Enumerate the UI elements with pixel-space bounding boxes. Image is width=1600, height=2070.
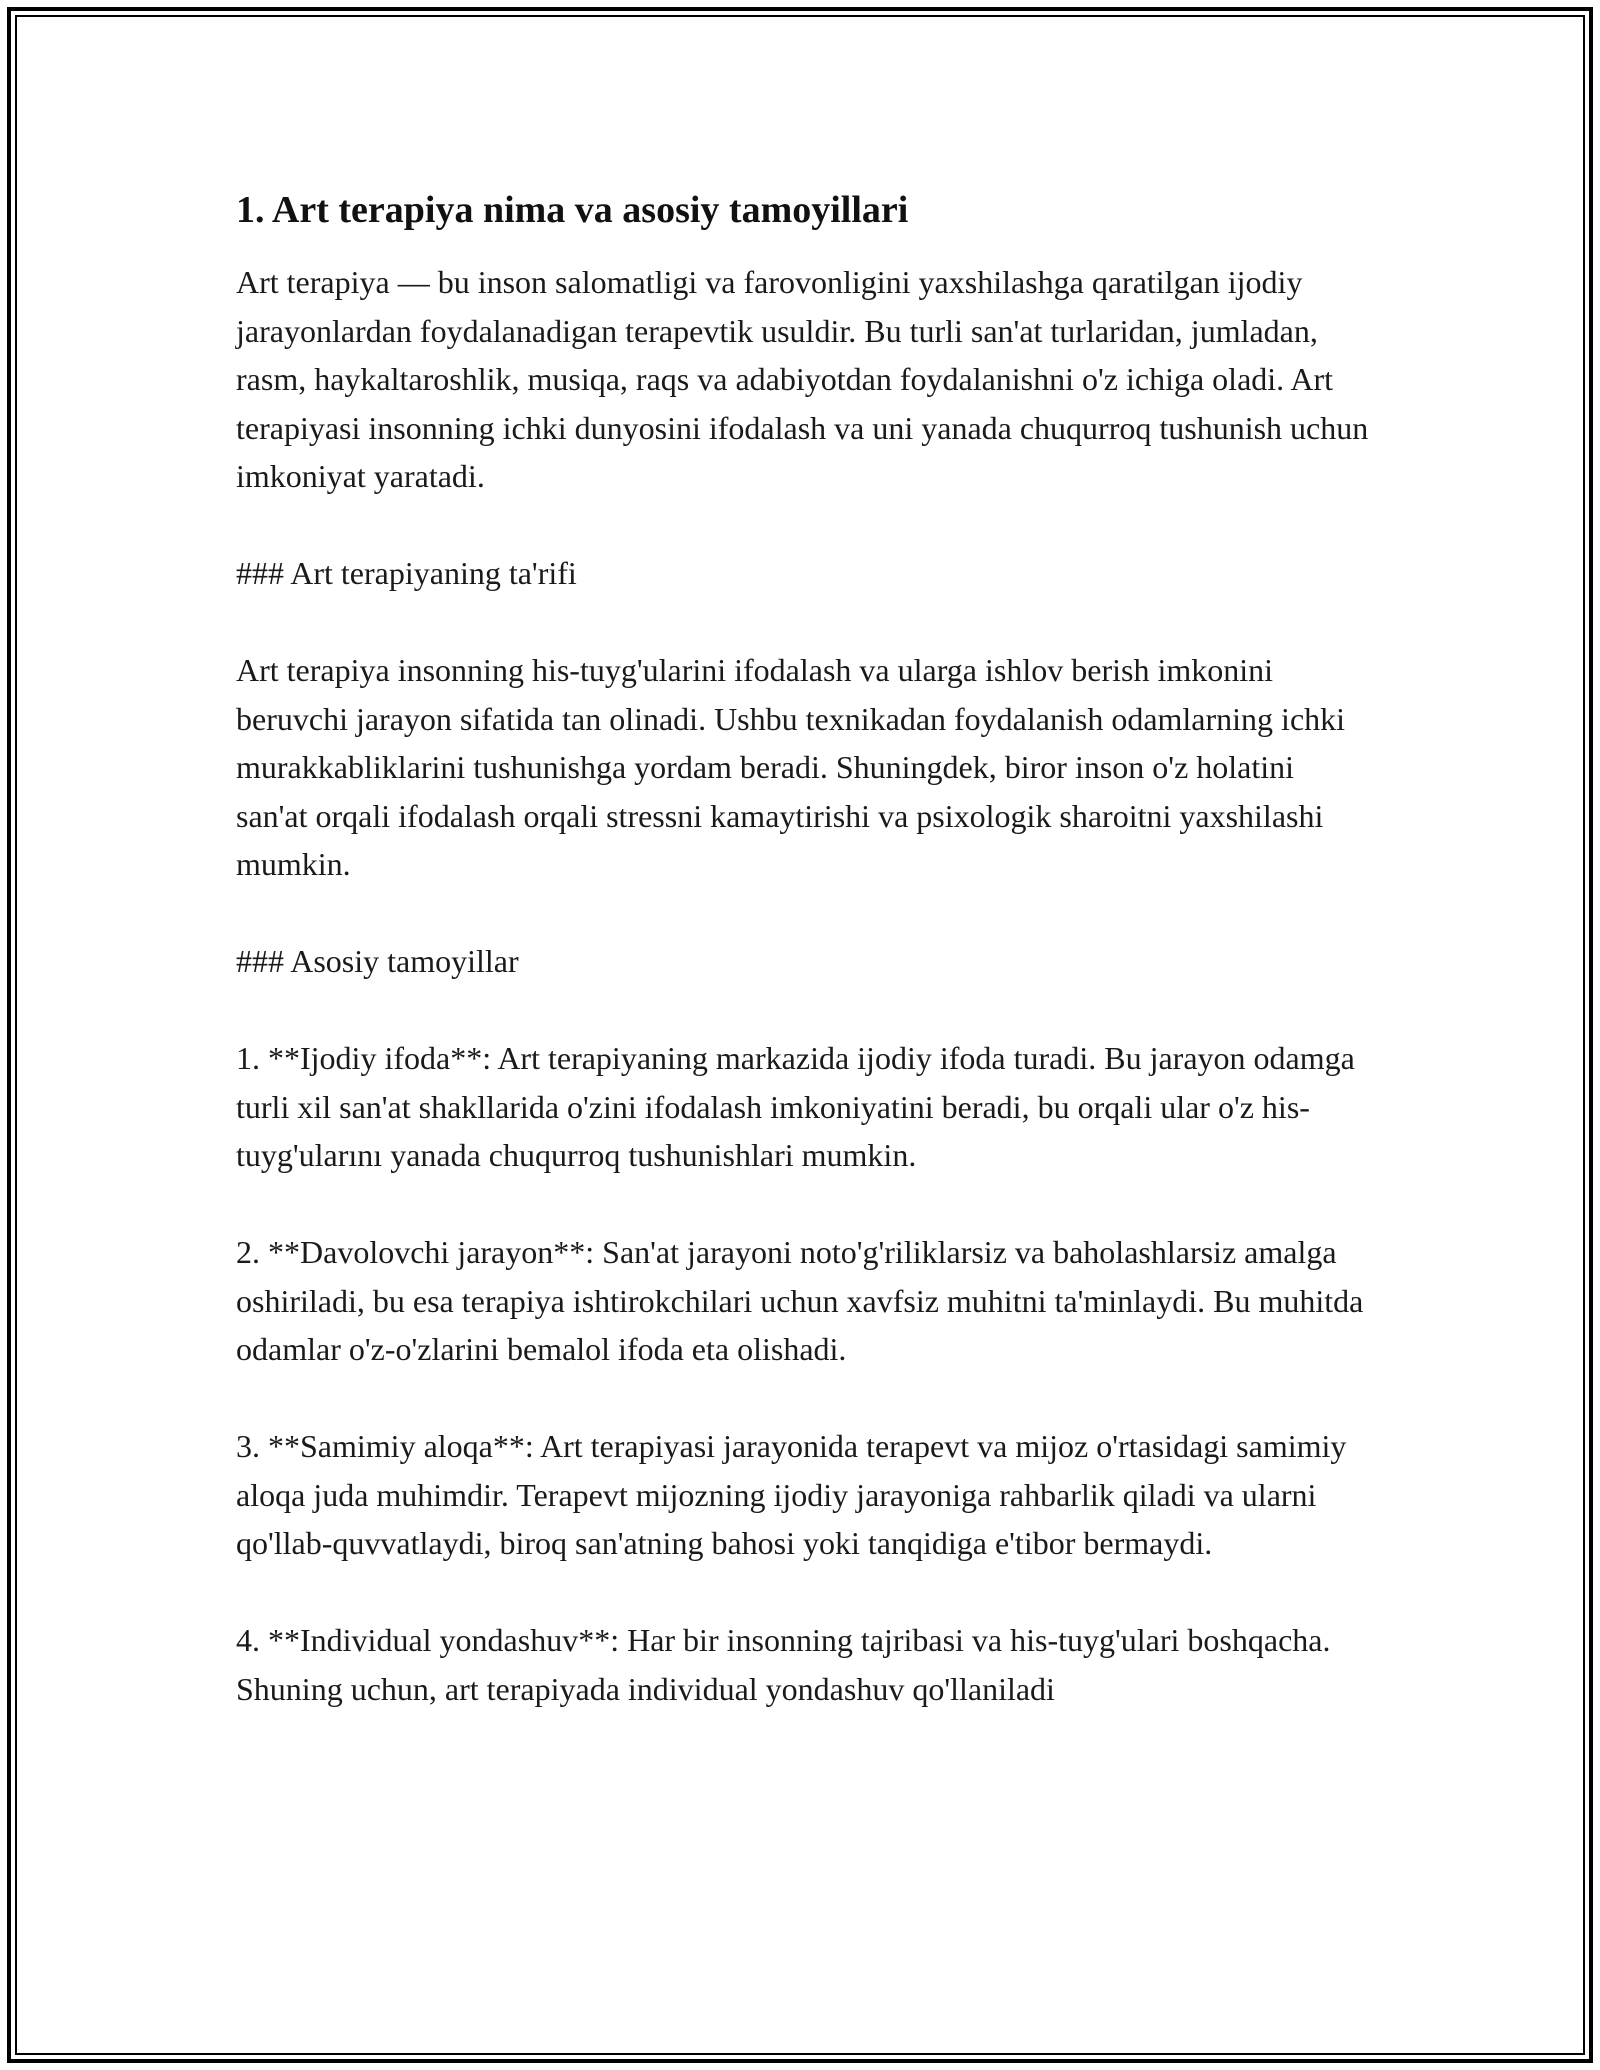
intro-paragraph: Art terapiya — bu inson salomatligi va farovonligini yaxshilashga qaratilgan ijodiy jarayonlardan foydalanadigan terapevtik usuldir. Bu turli san'at turlaridan, jumladan, rasm, haykaltaroshlik, musiqa, raqs va adabiyotdan foydalanishni o'z ichiga oladi. Art terapiyasi insonning ichki dunyosini ifodalash va uni yanada chuqurroq tushunish uchun imkoniyat yaratadi. [236, 264, 1377, 494]
principle-item-3: 3. **Samimiy aloqa**: Art terapiyasi jarayonida terapevt va mijoz o'rtasidagi samimiy aloqa juda muhimdir. Terapevt mijozning ijodiy jarayoniga rahbarlik qiladi va ularni qo'llab-quvvatlaydi, biroq san'atning bahosi yoki tanqidiga e'tibor bermaydi. [236, 1428, 1355, 1561]
principle-item-2: 2. **Davolovchi jarayon**: San'at jarayoni noto'g'riliklarsiz va baholashlarsiz amalga oshiriladi, bu esa terapiya ishtirokchilari uchun xavfsiz muhitni ta'minlaydi. Bu muhitda odamlar o'z-o'zlarini bemalol ifoda eta olishadi. [236, 1234, 1372, 1367]
paragraph-spacer [236, 889, 1371, 938]
subheading-principles: ### Asosiy tamoyillar [236, 943, 519, 979]
definition-paragraph: Art terapiya insonning his-tuyg'ularini ifodalash va ularga ishlov berish imkonini beruvchi jarayon sifatida tan olinadi. Ushbu texnikadan foydalanish odamlarning ichki murakkabliklarini tushunishga yordam beradi. Shuningdek, biror inson o'z holatini san'at orqali ifodalash orqali stressni kamaytirishi va psixologik sharoitni yaxshilashi mumkin. [236, 652, 1354, 882]
paragraph-spacer [236, 1568, 1371, 1617]
paragraph-spacer [236, 598, 1371, 647]
paragraph-spacer [236, 1180, 1371, 1229]
principle-item-4: 4. **Individual yondashuv**: Har bir insonning tajribasi va his-tuyg'ulari boshqacha. Shuning uchun, art terapiyada individual yondashuv qo'llaniladi [236, 1622, 1339, 1707]
paragraph-spacer [236, 1374, 1371, 1423]
document-title: 1. Art terapiya nima va asosiy tamoyillari [236, 189, 909, 231]
subheading-definition: ### Art terapiyaning ta'rifi [236, 555, 577, 591]
paragraph-spacer [236, 501, 1371, 550]
document-body [236, 186, 1377, 1713]
paragraph-spacer [236, 986, 1371, 1035]
principle-item-1: 1. **Ijodiy ifoda**: Art terapiyaning markazida ijodiy ifoda turadi. Bu jarayon odamga turli xil san'at shakllarida o'zini ifodalash imkoniyatini beradi, bu orqali ular o'z his-tuyg'ularını yanada chuqurroq tushunishlari mumkin. [236, 1040, 1363, 1173]
